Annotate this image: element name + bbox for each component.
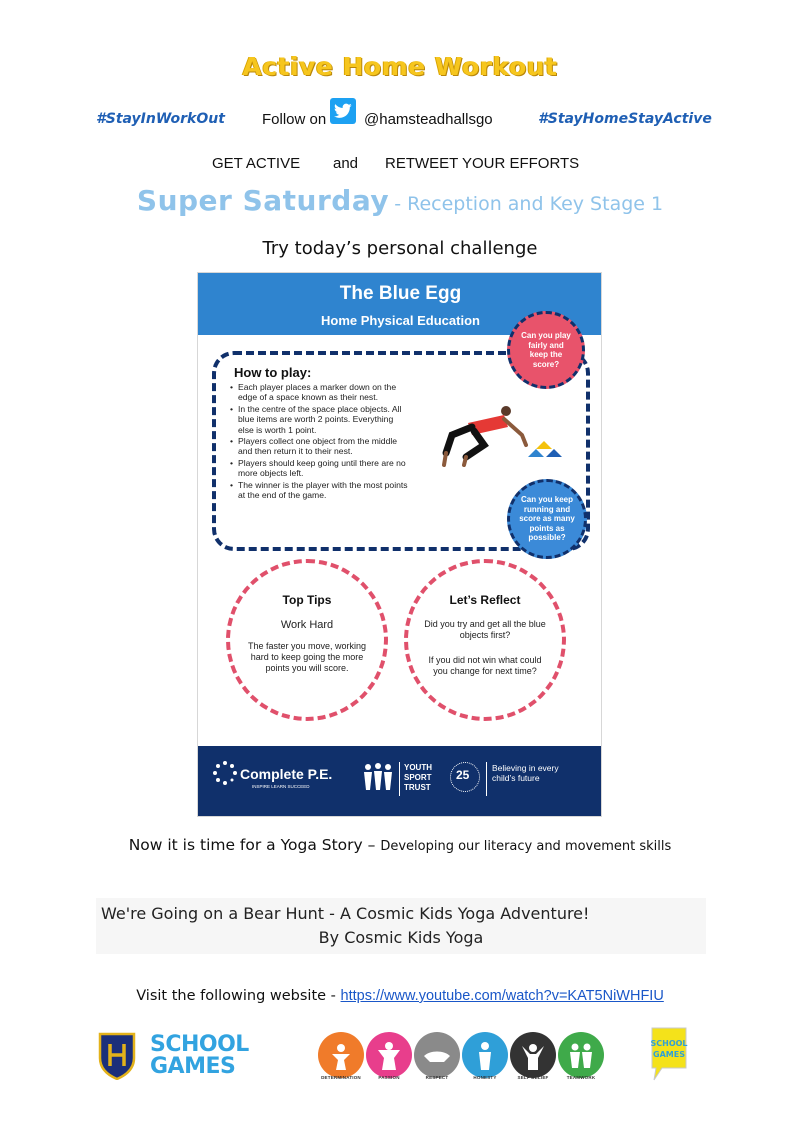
top-tips-title: Top Tips — [282, 593, 332, 607]
fair-play-bubble: Can you play fairly and keep the score? — [507, 311, 585, 389]
yoga-subtitle: Developing our literacy and movement skills — [380, 839, 672, 854]
respect-badge-icon — [414, 1032, 460, 1078]
anniversary-number: 25 — [456, 768, 470, 782]
video-title: We're Going on a Bear Hunt - A Cosmic Kids Yoga Adventure! — [101, 904, 590, 923]
complete-pe-tagline: INSPIRE LEARN SUCCEED — [252, 784, 310, 789]
complete-pe-logo-icon — [212, 760, 238, 786]
yst-line-2: SPORT — [404, 773, 432, 782]
video-author: By Cosmic Kids Yoga — [318, 928, 484, 947]
complete-pe-text: Complete P.E. — [240, 766, 333, 782]
footer-divider — [399, 762, 400, 796]
top-tips-body: The faster you move, working hard to keep going the more points you will score. — [247, 641, 367, 673]
yoga-title: Now it is time for a Yoga Story – — [128, 836, 376, 854]
visit-line — [0, 988, 800, 1004]
honesty-badge-icon — [462, 1032, 508, 1078]
determination-badge-icon — [318, 1032, 364, 1078]
super-saturday-title: Super Saturday — [136, 184, 390, 217]
how-to-play-list — [230, 382, 410, 501]
running-athlete-illustration — [438, 395, 568, 481]
school-games-logo — [150, 1034, 266, 1078]
reflect-circle — [404, 559, 566, 721]
school-games-line-1: SCHOOL — [150, 1032, 249, 1057]
poster-subtitle: Home Physical Education — [321, 313, 480, 328]
poster-footer — [198, 746, 602, 816]
video-title-box — [96, 898, 706, 954]
list-item: • Each player places a marker down on the edge of a space known as their nest. — [230, 382, 410, 403]
self-belief-badge-icon — [510, 1032, 556, 1078]
twitter-icon[interactable] — [330, 98, 356, 124]
yst-line-1: YOUTH — [404, 763, 432, 772]
blue-egg-poster — [197, 272, 602, 817]
follow-label: Follow on — [262, 111, 327, 128]
svg-text:GAMES: GAMES — [653, 1050, 685, 1059]
list-item: • In the centre of the space place objects. All blue items are worth 2 points. Everything else is worth 1 point. — [230, 404, 410, 435]
list-item: • The winner is the player with the most points at the end of the game. — [230, 480, 410, 501]
school-games-line-2: GAMES — [150, 1054, 236, 1079]
keep-running-bubble: Can you keep running and score as many points as possible? — [507, 479, 587, 559]
value-label: PASSION — [378, 1075, 400, 1080]
stage-subtitle: - Reception and Key Stage 1 — [394, 193, 664, 215]
retweet-text: RETWEET YOUR EFFORTS — [385, 155, 580, 172]
reflect-title: Let’s Reflect — [449, 593, 521, 607]
list-item: • Players should keep going until there are no more objects left. — [230, 458, 410, 479]
school-crest-icon — [98, 1032, 136, 1080]
reflect-question-2: If you did not win what could you change for next time? — [428, 655, 542, 676]
top-tips-subtitle: Work Hard — [280, 619, 334, 631]
visit-label: Visit the following website - — [136, 988, 336, 1004]
svg-text:SCHOOL: SCHOOL — [650, 1039, 688, 1048]
poster-title: The Blue Egg — [339, 283, 462, 304]
passion-badge-icon — [366, 1032, 412, 1078]
twitter-handle: @hamsteadhallsgo — [364, 111, 493, 128]
value-label: SELF BELIEF — [517, 1075, 549, 1080]
value-label: HONESTY — [473, 1075, 497, 1080]
youth-sport-trust-icon — [360, 762, 396, 794]
footer-divider-2 — [486, 762, 487, 796]
value-label: RESPECT — [425, 1075, 449, 1080]
challenge-heading: Try today’s personal challenge — [262, 238, 538, 259]
get-active-text: GET ACTIVE — [212, 155, 301, 172]
school-games-small-logo-icon — [650, 1026, 688, 1082]
believing-text: Believing in every child’s future — [492, 763, 559, 783]
yst-line-3: TRUST — [404, 783, 431, 792]
page-title: Active Home Workout — [242, 52, 558, 81]
youtube-link[interactable]: https://www.youtube.com/watch?v=KAT5NiWHFIU — [340, 988, 664, 1004]
super-saturday-heading — [0, 184, 800, 217]
reflect-question-1: Did you try and get all the blue objects first? — [424, 619, 546, 640]
hashtag-left: #StayInWorkOut — [96, 111, 225, 127]
logos-row — [0, 1022, 800, 1088]
how-to-play-title: How to play: — [234, 365, 312, 380]
social-row — [0, 108, 800, 132]
value-label: TEAMWORK — [566, 1075, 596, 1080]
and-text: and — [333, 155, 359, 172]
list-item: • Players collect one object from the middle and then return it to their nest. — [230, 436, 410, 457]
yoga-heading — [0, 836, 800, 854]
value-label: DETERMINATION — [321, 1075, 361, 1080]
top-tips-circle — [226, 559, 388, 721]
teamwork-badge-icon — [558, 1032, 604, 1078]
hashtag-right: #StayHomeStayActive — [538, 111, 712, 127]
